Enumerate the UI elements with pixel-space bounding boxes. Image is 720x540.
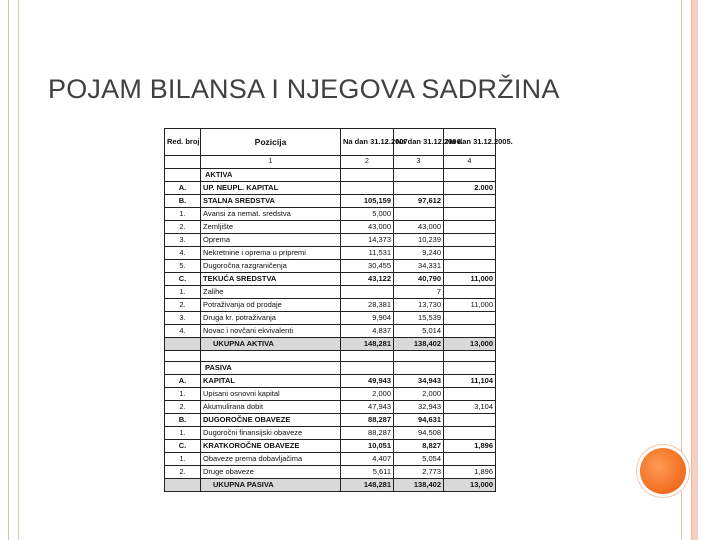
row-number: B.: [165, 414, 201, 427]
table-row: [165, 286, 496, 299]
table-row: [165, 260, 496, 273]
value-2007: 4,407: [341, 453, 394, 466]
value-2005: [444, 453, 496, 466]
column-number: 4: [444, 156, 496, 169]
row-position: Dugoročni finansijski obaveze: [201, 427, 341, 440]
empty-cell: [341, 169, 394, 182]
value-2007: 11,531: [341, 247, 394, 260]
empty-cell: [444, 362, 496, 375]
value-2005: [444, 247, 496, 260]
balance-sheet-image: [164, 128, 513, 506]
value-2005: [444, 427, 496, 440]
row-number: A.: [165, 182, 201, 195]
value-2005: 11,000: [444, 273, 496, 286]
value-2007: 88,287: [341, 414, 394, 427]
row-number: 3.: [165, 312, 201, 325]
row-position: Nekretnine i oprema u pripremi: [201, 247, 341, 260]
empty-cell: [394, 169, 444, 182]
empty-cell: [341, 362, 394, 375]
slide-border-band: [692, 0, 698, 540]
pasiva-total-row: [165, 479, 496, 492]
empty-cell: [201, 351, 341, 362]
empty-cell: [165, 351, 201, 362]
aktiva-total-row: [165, 338, 496, 351]
value-2005: [444, 325, 496, 338]
total-2007: 148,281: [341, 338, 394, 351]
value-2007: 43,122: [341, 273, 394, 286]
row-position: Avansi za nemat. sredstva: [201, 208, 341, 221]
column-header: Na dan 31.12.2007: [341, 129, 394, 156]
value-2007: [341, 286, 394, 299]
value-2006: 10,239: [394, 234, 444, 247]
value-2007: 49,943: [341, 375, 394, 388]
value-2007: [341, 182, 394, 195]
table-row: [165, 299, 496, 312]
value-2006: 2,000: [394, 388, 444, 401]
table-row: [165, 325, 496, 338]
column-number: 3: [394, 156, 444, 169]
row-position: Obaveze prema dobavljačima: [201, 453, 341, 466]
column-header: Na dan 31.12.2006.: [394, 129, 444, 156]
value-2006: 5,054: [394, 453, 444, 466]
table-header-row: [165, 129, 496, 156]
column-header: Pozicija: [201, 129, 341, 156]
row-position: Druga kr. potraživanja: [201, 312, 341, 325]
row-number: C.: [165, 440, 201, 453]
value-2006: 7: [394, 286, 444, 299]
value-2006: 94,631: [394, 414, 444, 427]
row-number: 1.: [165, 453, 201, 466]
row-position: Druge obaveze: [201, 466, 341, 479]
value-2006: 97,612: [394, 195, 444, 208]
value-2005: [444, 414, 496, 427]
row-position: Potraživanja od prodaje: [201, 299, 341, 312]
value-2007: 5,611: [341, 466, 394, 479]
value-2005: 1,896: [444, 466, 496, 479]
table-row: [165, 453, 496, 466]
row-position: Oprema: [201, 234, 341, 247]
total-2005: 13,000: [444, 338, 496, 351]
table-row: [165, 388, 496, 401]
column-number: 1: [201, 156, 341, 169]
row-number: 3.: [165, 234, 201, 247]
row-position: Zemljište: [201, 221, 341, 234]
total-2006: 138,402: [394, 338, 444, 351]
value-2006: 43,000: [394, 221, 444, 234]
table-row: [165, 234, 496, 247]
table-row: [165, 182, 496, 195]
value-2005: [444, 286, 496, 299]
table-row: [165, 440, 496, 453]
value-2006: 40,790: [394, 273, 444, 286]
value-2005: [444, 312, 496, 325]
row-number: 1.: [165, 427, 201, 440]
row-position: Dugoročna razgraničenja: [201, 260, 341, 273]
balance-sheet-table: [164, 128, 513, 492]
total-2007: 148,281: [341, 479, 394, 492]
value-2005: [444, 388, 496, 401]
empty-cell: [165, 338, 201, 351]
value-2006: [394, 182, 444, 195]
empty-cell: [444, 169, 496, 182]
row-number: 5.: [165, 260, 201, 273]
row-position: UP. NEUPL. KAPITAL: [201, 182, 341, 195]
row-position: Upisani osnovni kapital: [201, 388, 341, 401]
decorative-orange-circle: [640, 448, 686, 494]
row-position: DUGOROČNE OBAVEZE: [201, 414, 341, 427]
section-label: AKTIVA: [201, 169, 341, 182]
value-2007: 10,051: [341, 440, 394, 453]
value-2006: [394, 208, 444, 221]
empty-cell: [394, 362, 444, 375]
value-2007: 30,455: [341, 260, 394, 273]
aktiva-section: [165, 169, 496, 182]
section-label: PASIVA: [201, 362, 341, 375]
value-2007: 2,000: [341, 388, 394, 401]
value-2005: 3,104: [444, 401, 496, 414]
value-2006: 15,539: [394, 312, 444, 325]
row-number: 2.: [165, 299, 201, 312]
row-number: A.: [165, 375, 201, 388]
value-2007: 14,373: [341, 234, 394, 247]
value-2005: [444, 195, 496, 208]
value-2006: 8,827: [394, 440, 444, 453]
empty-cell: [394, 351, 444, 362]
spacer-row: [165, 351, 496, 362]
row-number: B.: [165, 195, 201, 208]
pasiva-section: [165, 362, 496, 375]
column-number-row: [165, 156, 496, 169]
empty-cell: [165, 169, 201, 182]
row-position: KRATKOROČNE OBAVEZE: [201, 440, 341, 453]
value-2007: 5,000: [341, 208, 394, 221]
value-2007: 88,287: [341, 427, 394, 440]
table-row: [165, 221, 496, 234]
value-2006: 13,730: [394, 299, 444, 312]
slide-title: POJAM BILANSA I NJEGOVA SADRŽINA: [48, 74, 560, 104]
row-number: 1.: [165, 286, 201, 299]
value-2007: 47,943: [341, 401, 394, 414]
value-2005: 1,896: [444, 440, 496, 453]
value-2006: 32,943: [394, 401, 444, 414]
row-number: 1.: [165, 208, 201, 221]
column-header: Na dan 31.12.2005.: [444, 129, 496, 156]
value-2007: 105,159: [341, 195, 394, 208]
empty-cell: [341, 351, 394, 362]
value-2005: [444, 234, 496, 247]
table-row: [165, 427, 496, 440]
table-row: [165, 208, 496, 221]
value-2005: 11,000: [444, 299, 496, 312]
empty-cell: [165, 479, 201, 492]
value-2005: [444, 208, 496, 221]
table-row: [165, 414, 496, 427]
table-row: [165, 466, 496, 479]
total-2006: 138,402: [394, 479, 444, 492]
table-row: [165, 195, 496, 208]
total-label: UKUPNA AKTIVA: [201, 338, 341, 351]
value-2006: 34,331: [394, 260, 444, 273]
value-2005: [444, 260, 496, 273]
value-2006: 2,773: [394, 466, 444, 479]
value-2007: 43,000: [341, 221, 394, 234]
value-2006: 94,508: [394, 427, 444, 440]
value-2006: 9,240: [394, 247, 444, 260]
value-2006: 34,943: [394, 375, 444, 388]
row-number: C.: [165, 273, 201, 286]
row-position: Novac i novčani ekvivalenti: [201, 325, 341, 338]
empty-cell: [444, 351, 496, 362]
table-row: [165, 401, 496, 414]
row-position: Zalihe: [201, 286, 341, 299]
row-number: 4.: [165, 247, 201, 260]
value-2007: 4,837: [341, 325, 394, 338]
value-2007: 9,904: [341, 312, 394, 325]
row-number: 1.: [165, 388, 201, 401]
empty-cell: [165, 362, 201, 375]
column-number: [165, 156, 201, 169]
row-position: TEKUĆA SREDSTVA: [201, 273, 341, 286]
row-number: 2.: [165, 401, 201, 414]
value-2006: 5,014: [394, 325, 444, 338]
value-2005: [444, 221, 496, 234]
row-position: Akumulirana dobit: [201, 401, 341, 414]
column-header: Red. broj: [165, 129, 201, 156]
total-2005: 13,000: [444, 479, 496, 492]
total-label: UKUPNA PASIVA: [201, 479, 341, 492]
row-position: KAPITAL: [201, 375, 341, 388]
value-2005: 2.000: [444, 182, 496, 195]
row-number: 4.: [165, 325, 201, 338]
column-number: 2: [341, 156, 394, 169]
row-number: 2.: [165, 221, 201, 234]
row-number: 2.: [165, 466, 201, 479]
table-row: [165, 375, 496, 388]
table-row: [165, 273, 496, 286]
table-row: [165, 312, 496, 325]
value-2007: 28,381: [341, 299, 394, 312]
table-row: [165, 247, 496, 260]
value-2005: 11,104: [444, 375, 496, 388]
row-position: STALNA SREDSTVA: [201, 195, 341, 208]
